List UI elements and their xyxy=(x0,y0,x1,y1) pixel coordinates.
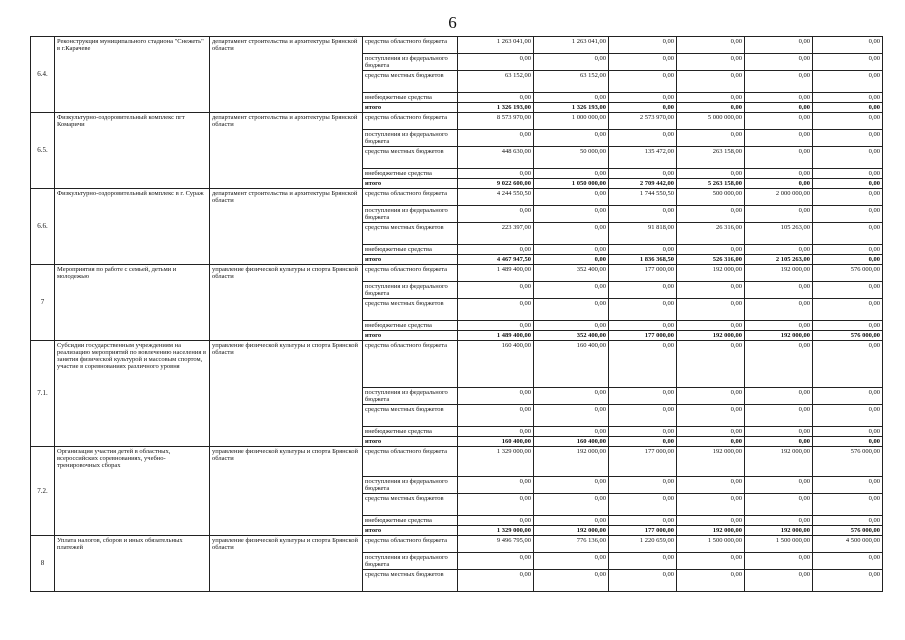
amount-cell: 1 220 659,00 xyxy=(609,536,677,553)
amount-cell: 4 500 000,00 xyxy=(813,536,883,553)
amount-cell: 1 329 000,00 xyxy=(458,447,534,477)
amount-cell: 0,00 xyxy=(609,477,677,494)
amount-cell: 0,00 xyxy=(458,282,534,299)
amount-cell: 0,00 xyxy=(534,223,609,245)
funding-source: итого xyxy=(363,331,458,341)
amount-cell: 0,00 xyxy=(813,341,883,388)
amount-cell: 105 263,00 xyxy=(745,223,813,245)
amount-cell: 0,00 xyxy=(677,553,745,570)
funding-source: средства областного бюджета xyxy=(363,447,458,477)
amount-cell: 0,00 xyxy=(534,255,609,265)
amount-cell: 0,00 xyxy=(745,54,813,71)
funding-source: средства областного бюджета xyxy=(363,536,458,553)
amount-cell: 0,00 xyxy=(813,179,883,189)
amount-cell: 526 316,00 xyxy=(677,255,745,265)
amount-cell: 0,00 xyxy=(813,245,883,255)
amount-cell: 352 400,00 xyxy=(534,265,609,282)
amount-cell: 2 709 442,00 xyxy=(609,179,677,189)
amount-cell: 0,00 xyxy=(534,189,609,206)
amount-cell: 0,00 xyxy=(458,516,534,526)
amount-cell: 0,00 xyxy=(677,494,745,516)
amount-cell: 1 500 000,00 xyxy=(677,536,745,553)
funding-source: внебюджетные средства xyxy=(363,93,458,103)
funding-source: поступления из федерального бюджета xyxy=(363,282,458,299)
amount-cell: 177 000,00 xyxy=(609,331,677,341)
amount-cell: 0,00 xyxy=(677,54,745,71)
amount-cell: 1 329 000,00 xyxy=(458,526,534,536)
amount-cell: 0,00 xyxy=(745,169,813,179)
amount-cell: 0,00 xyxy=(458,570,534,592)
amount-cell: 0,00 xyxy=(609,169,677,179)
amount-cell: 0,00 xyxy=(745,37,813,54)
amount-cell: 0,00 xyxy=(609,282,677,299)
amount-cell: 0,00 xyxy=(534,245,609,255)
amount-cell: 0,00 xyxy=(813,37,883,54)
table-row xyxy=(31,447,883,477)
funding-source: средства областного бюджета xyxy=(363,113,458,130)
item-executor: управление физической культуры и спорта Брянской области xyxy=(210,341,363,447)
amount-cell: 0,00 xyxy=(609,437,677,447)
amount-cell: 0,00 xyxy=(745,516,813,526)
funding-source: средства местных бюджетов xyxy=(363,299,458,321)
amount-cell: 0,00 xyxy=(458,494,534,516)
amount-cell: 0,00 xyxy=(745,427,813,437)
amount-cell: 0,00 xyxy=(813,169,883,179)
amount-cell: 0,00 xyxy=(745,206,813,223)
item-code: 8 xyxy=(31,536,55,592)
amount-cell: 0,00 xyxy=(813,71,883,93)
funding-source: средства местных бюджетов xyxy=(363,494,458,516)
amount-cell: 0,00 xyxy=(813,189,883,206)
amount-cell: 448 630,00 xyxy=(458,147,534,169)
amount-cell: 0,00 xyxy=(813,553,883,570)
amount-cell: 0,00 xyxy=(609,388,677,405)
amount-cell: 192 000,00 xyxy=(677,526,745,536)
amount-cell: 9 496 795,00 xyxy=(458,536,534,553)
amount-cell: 5 000 000,00 xyxy=(677,113,745,130)
item-executor: управление физической культуры и спорта Брянской области xyxy=(210,265,363,341)
amount-cell: 0,00 xyxy=(609,341,677,388)
amount-cell: 192 000,00 xyxy=(677,265,745,282)
amount-cell: 0,00 xyxy=(813,103,883,113)
amount-cell: 192 000,00 xyxy=(745,526,813,536)
amount-cell: 0,00 xyxy=(813,477,883,494)
amount-cell: 0,00 xyxy=(458,477,534,494)
amount-cell: 0,00 xyxy=(745,103,813,113)
amount-cell: 0,00 xyxy=(677,93,745,103)
funding-source: средства областного бюджета xyxy=(363,37,458,54)
amount-cell: 0,00 xyxy=(813,54,883,71)
amount-cell: 223 397,00 xyxy=(458,223,534,245)
amount-cell: 0,00 xyxy=(534,206,609,223)
amount-cell: 0,00 xyxy=(677,206,745,223)
amount-cell: 0,00 xyxy=(609,553,677,570)
amount-cell: 0,00 xyxy=(534,321,609,331)
funding-source: внебюджетные средства xyxy=(363,169,458,179)
amount-cell: 0,00 xyxy=(677,427,745,437)
amount-cell: 0,00 xyxy=(813,516,883,526)
item-code: 7.1. xyxy=(31,341,55,447)
amount-cell: 1 836 368,50 xyxy=(609,255,677,265)
amount-cell: 160 400,00 xyxy=(458,341,534,388)
amount-cell: 0,00 xyxy=(677,516,745,526)
funding-source: поступления из федерального бюджета xyxy=(363,477,458,494)
amount-cell: 263 158,00 xyxy=(677,147,745,169)
amount-cell: 0,00 xyxy=(458,130,534,147)
table-row xyxy=(31,37,883,54)
amount-cell: 0,00 xyxy=(534,553,609,570)
amount-cell: 576 000,00 xyxy=(813,447,883,477)
amount-cell: 0,00 xyxy=(458,93,534,103)
amount-cell: 0,00 xyxy=(745,93,813,103)
amount-cell: 0,00 xyxy=(677,405,745,427)
amount-cell: 0,00 xyxy=(813,93,883,103)
amount-cell: 63 152,00 xyxy=(534,71,609,93)
item-title: Реконструкция муниципального стадиона "Снежеть" в г.Карачеве xyxy=(55,37,210,113)
amount-cell: 0,00 xyxy=(745,245,813,255)
amount-cell: 0,00 xyxy=(745,282,813,299)
amount-cell: 0,00 xyxy=(745,437,813,447)
item-title: Субсидии государственным учреждениям на реализацию мероприятий по вовлечению населения в занятия физической культурой и массовым спортом, участие в соревнованиях различного уровня xyxy=(55,341,210,447)
table-row xyxy=(31,113,883,130)
item-code: 7 xyxy=(31,265,55,341)
funding-source: средства местных бюджетов xyxy=(363,71,458,93)
amount-cell: 0,00 xyxy=(677,477,745,494)
amount-cell: 1 050 000,00 xyxy=(534,179,609,189)
amount-cell: 0,00 xyxy=(609,37,677,54)
funding-source: итого xyxy=(363,437,458,447)
funding-source: внебюджетные средства xyxy=(363,516,458,526)
amount-cell: 0,00 xyxy=(677,37,745,54)
amount-cell: 192 000,00 xyxy=(677,331,745,341)
amount-cell: 0,00 xyxy=(609,405,677,427)
amount-cell: 0,00 xyxy=(534,388,609,405)
amount-cell: 0,00 xyxy=(534,299,609,321)
funding-source: итого xyxy=(363,255,458,265)
item-title: Физкультурно-оздоровительный комплекс в г. Сураж xyxy=(55,189,210,265)
table-row xyxy=(31,189,883,206)
amount-cell: 192 000,00 xyxy=(745,265,813,282)
amount-cell: 0,00 xyxy=(534,282,609,299)
amount-cell: 192 000,00 xyxy=(534,526,609,536)
amount-cell: 0,00 xyxy=(534,405,609,427)
amount-cell: 0,00 xyxy=(534,54,609,71)
amount-cell: 0,00 xyxy=(813,570,883,592)
amount-cell: 0,00 xyxy=(677,282,745,299)
amount-cell: 0,00 xyxy=(534,169,609,179)
amount-cell: 352 400,00 xyxy=(534,331,609,341)
amount-cell: 576 000,00 xyxy=(813,265,883,282)
amount-cell: 160 400,00 xyxy=(534,437,609,447)
funding-source: средства местных бюджетов xyxy=(363,570,458,592)
budget-table xyxy=(30,36,883,592)
amount-cell: 1 489 400,00 xyxy=(458,265,534,282)
amount-cell: 0,00 xyxy=(609,93,677,103)
amount-cell: 0,00 xyxy=(534,570,609,592)
funding-source: средства областного бюджета xyxy=(363,265,458,282)
amount-cell: 160 400,00 xyxy=(458,437,534,447)
amount-cell: 1 744 550,50 xyxy=(609,189,677,206)
amount-cell: 0,00 xyxy=(813,388,883,405)
amount-cell: 0,00 xyxy=(813,427,883,437)
amount-cell: 0,00 xyxy=(609,321,677,331)
item-title: Мероприятия по работе с семьей, детьми и молодежью xyxy=(55,265,210,341)
funding-source: внебюджетные средства xyxy=(363,245,458,255)
amount-cell: 9 022 600,00 xyxy=(458,179,534,189)
amount-cell: 0,00 xyxy=(745,299,813,321)
amount-cell: 50 000,00 xyxy=(534,147,609,169)
amount-cell: 0,00 xyxy=(534,494,609,516)
amount-cell: 0,00 xyxy=(458,245,534,255)
funding-source: средства областного бюджета xyxy=(363,189,458,206)
item-title: Физкультурно-оздоровительный комплекс пгт Комаричи xyxy=(55,113,210,189)
amount-cell: 0,00 xyxy=(677,321,745,331)
funding-source: средства областного бюджета xyxy=(363,341,458,388)
amount-cell: 0,00 xyxy=(609,299,677,321)
page-number: 6 xyxy=(448,13,457,32)
amount-cell: 0,00 xyxy=(677,388,745,405)
amount-cell: 0,00 xyxy=(745,405,813,427)
amount-cell: 0,00 xyxy=(458,299,534,321)
funding-source: средства местных бюджетов xyxy=(363,405,458,427)
funding-source: средства местных бюджетов xyxy=(363,223,458,245)
funding-source: итого xyxy=(363,526,458,536)
amount-cell: 776 136,00 xyxy=(534,536,609,553)
amount-cell: 0,00 xyxy=(813,130,883,147)
amount-cell: 0,00 xyxy=(609,206,677,223)
table-row xyxy=(31,265,883,282)
funding-source: поступления из федерального бюджета xyxy=(363,130,458,147)
amount-cell: 0,00 xyxy=(813,405,883,427)
funding-source: внебюджетные средства xyxy=(363,427,458,437)
amount-cell: 1 326 193,00 xyxy=(534,103,609,113)
amount-cell: 0,00 xyxy=(677,245,745,255)
item-code: 6.4. xyxy=(31,37,55,113)
amount-cell: 1 489 400,00 xyxy=(458,331,534,341)
item-code: 6.6. xyxy=(31,189,55,265)
amount-cell: 2 573 970,00 xyxy=(609,113,677,130)
amount-cell: 0,00 xyxy=(458,321,534,331)
amount-cell: 576 000,00 xyxy=(813,331,883,341)
item-title: Уплата налогов, сборов и иных обязательных платежей xyxy=(55,536,210,592)
amount-cell: 0,00 xyxy=(813,206,883,223)
amount-cell: 8 573 970,00 xyxy=(458,113,534,130)
amount-cell: 0,00 xyxy=(745,341,813,388)
amount-cell: 0,00 xyxy=(745,388,813,405)
funding-source: поступления из федерального бюджета xyxy=(363,54,458,71)
amount-cell: 2 000 000,00 xyxy=(745,189,813,206)
amount-cell: 160 400,00 xyxy=(534,341,609,388)
amount-cell: 0,00 xyxy=(609,71,677,93)
amount-cell: 0,00 xyxy=(813,437,883,447)
amount-cell: 0,00 xyxy=(813,282,883,299)
funding-source: внебюджетные средства xyxy=(363,321,458,331)
amount-cell: 0,00 xyxy=(745,113,813,130)
amount-cell: 1 326 193,00 xyxy=(458,103,534,113)
amount-cell: 576 000,00 xyxy=(813,526,883,536)
amount-cell: 192 000,00 xyxy=(745,447,813,477)
amount-cell: 177 000,00 xyxy=(609,265,677,282)
funding-source: средства местных бюджетов xyxy=(363,147,458,169)
amount-cell: 91 818,00 xyxy=(609,223,677,245)
amount-cell: 0,00 xyxy=(609,54,677,71)
amount-cell: 0,00 xyxy=(609,130,677,147)
amount-cell: 0,00 xyxy=(677,169,745,179)
amount-cell: 1 000 000,00 xyxy=(534,113,609,130)
amount-cell: 0,00 xyxy=(813,147,883,169)
funding-source: итого xyxy=(363,103,458,113)
funding-source: итого xyxy=(363,179,458,189)
table-row xyxy=(31,341,883,388)
item-code: 6.5. xyxy=(31,113,55,189)
amount-cell: 0,00 xyxy=(677,437,745,447)
amount-cell: 0,00 xyxy=(534,516,609,526)
amount-cell: 0,00 xyxy=(745,321,813,331)
amount-cell: 0,00 xyxy=(609,570,677,592)
amount-cell: 4 244 550,50 xyxy=(458,189,534,206)
amount-cell: 0,00 xyxy=(458,388,534,405)
item-executor: управление физической культуры и спорта Брянской области xyxy=(210,536,363,592)
item-executor: департамент строительства и архитектуры Брянской области xyxy=(210,189,363,265)
item-executor: департамент строительства и архитектуры Брянской области xyxy=(210,113,363,189)
amount-cell: 0,00 xyxy=(677,71,745,93)
amount-cell: 0,00 xyxy=(609,427,677,437)
amount-cell: 0,00 xyxy=(745,494,813,516)
amount-cell: 192 000,00 xyxy=(534,447,609,477)
amount-cell: 0,00 xyxy=(745,179,813,189)
amount-cell: 0,00 xyxy=(609,245,677,255)
amount-cell: 0,00 xyxy=(458,54,534,71)
item-executor: управление физической культуры и спорта Брянской области xyxy=(210,447,363,536)
amount-cell: 0,00 xyxy=(534,130,609,147)
amount-cell: 135 472,00 xyxy=(609,147,677,169)
amount-cell: 0,00 xyxy=(745,71,813,93)
amount-cell: 192 000,00 xyxy=(677,447,745,477)
amount-cell: 0,00 xyxy=(813,113,883,130)
amount-cell: 0,00 xyxy=(813,321,883,331)
amount-cell: 0,00 xyxy=(813,299,883,321)
funding-source: поступления из федерального бюджета xyxy=(363,553,458,570)
amount-cell: 4 467 947,50 xyxy=(458,255,534,265)
amount-cell: 0,00 xyxy=(745,130,813,147)
amount-cell: 5 263 158,00 xyxy=(677,179,745,189)
amount-cell: 0,00 xyxy=(813,255,883,265)
amount-cell: 0,00 xyxy=(745,553,813,570)
amount-cell: 0,00 xyxy=(458,206,534,223)
amount-cell: 2 105 263,00 xyxy=(745,255,813,265)
amount-cell: 0,00 xyxy=(677,130,745,147)
amount-cell: 0,00 xyxy=(609,516,677,526)
amount-cell: 177 000,00 xyxy=(609,447,677,477)
item-title: Организация участия детей в областных, всероссийских соревнованиях, учебно-тренировочных сборах xyxy=(55,447,210,536)
amount-cell: 63 152,00 xyxy=(458,71,534,93)
amount-cell: 0,00 xyxy=(458,405,534,427)
funding-source: поступления из федерального бюджета xyxy=(363,388,458,405)
amount-cell: 192 000,00 xyxy=(745,331,813,341)
amount-cell: 1 263 041,00 xyxy=(458,37,534,54)
amount-cell: 0,00 xyxy=(534,93,609,103)
amount-cell: 0,00 xyxy=(458,427,534,437)
item-code: 7.2. xyxy=(31,447,55,536)
amount-cell: 177 000,00 xyxy=(609,526,677,536)
amount-cell: 0,00 xyxy=(458,553,534,570)
amount-cell: 0,00 xyxy=(745,570,813,592)
amount-cell: 0,00 xyxy=(458,169,534,179)
table-body xyxy=(31,37,883,592)
amount-cell: 0,00 xyxy=(813,494,883,516)
amount-cell: 0,00 xyxy=(813,223,883,245)
amount-cell: 0,00 xyxy=(677,570,745,592)
amount-cell: 1 500 000,00 xyxy=(745,536,813,553)
amount-cell: 0,00 xyxy=(534,477,609,494)
item-executor: департамент строительства и архитектуры Брянской области xyxy=(210,37,363,113)
table-row xyxy=(31,536,883,553)
funding-source: поступления из федерального бюджета xyxy=(363,206,458,223)
amount-cell: 0,00 xyxy=(677,341,745,388)
amount-cell: 0,00 xyxy=(609,494,677,516)
amount-cell: 1 263 041,00 xyxy=(534,37,609,54)
amount-cell: 0,00 xyxy=(677,103,745,113)
amount-cell: 26 316,00 xyxy=(677,223,745,245)
amount-cell: 0,00 xyxy=(534,427,609,437)
amount-cell: 0,00 xyxy=(677,299,745,321)
amount-cell: 0,00 xyxy=(609,103,677,113)
amount-cell: 500 000,00 xyxy=(677,189,745,206)
amount-cell: 0,00 xyxy=(745,477,813,494)
amount-cell: 0,00 xyxy=(745,147,813,169)
